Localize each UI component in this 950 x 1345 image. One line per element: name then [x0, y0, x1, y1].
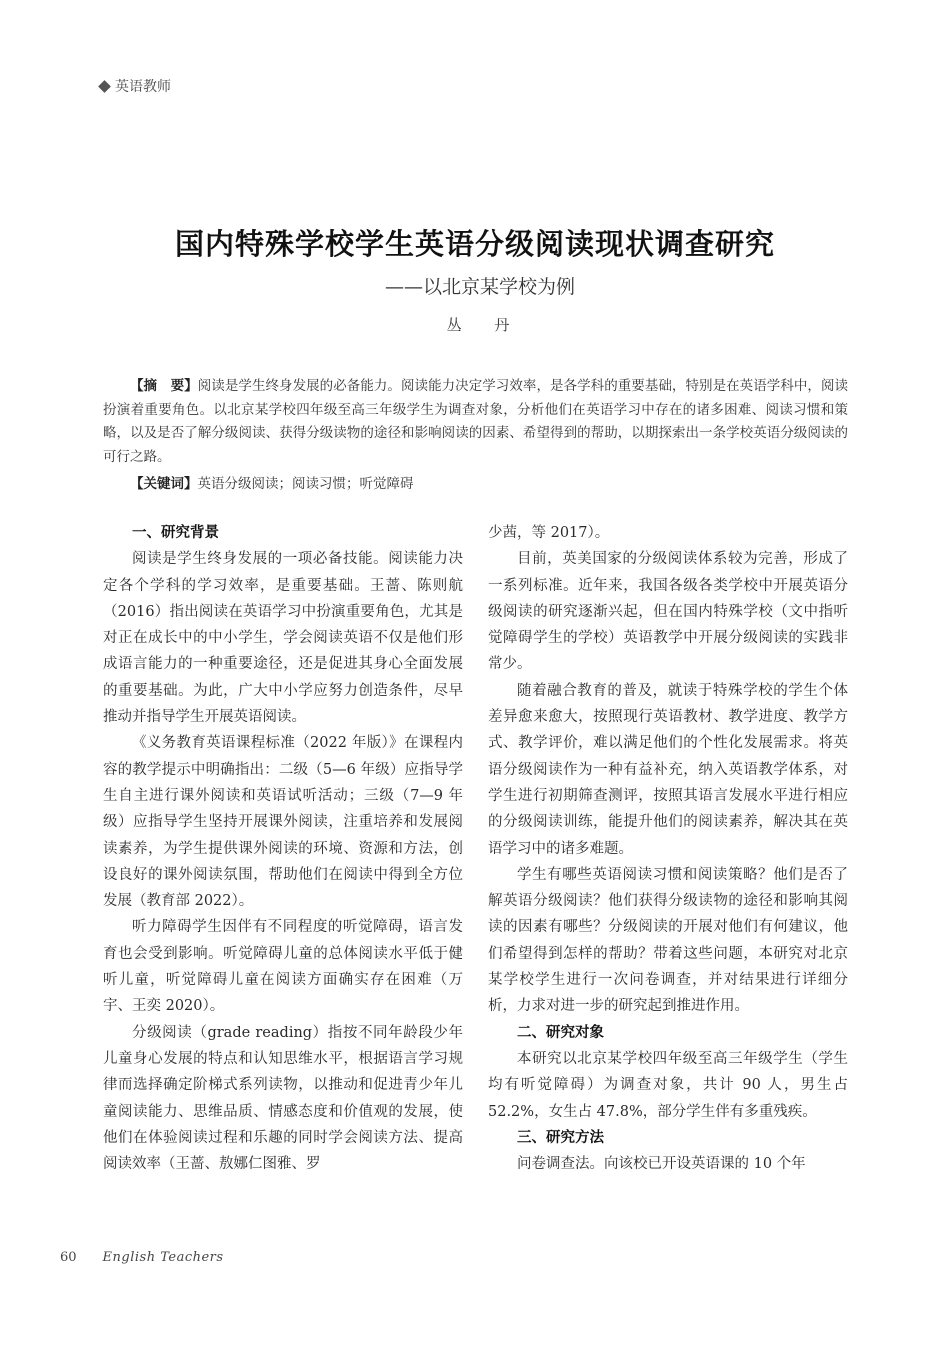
section-heading-methods: 三、研究方法 — [517, 1129, 604, 1146]
paragraph: 学生有哪些英语阅读习惯和阅读策略？他们是否了解英语分级阅读？他们获得分级读物的途径和影响其阅读的因素有哪些？分级阅读的开展对他们有何建议，他们希望得到怎样的帮助？带着这些问题，本研究对北京某学校学生进行一次问卷调查，并对结果进行详细分析，力求对进一步的研究起到推进作用。 — [488, 866, 848, 1015]
diamond-icon — [98, 80, 111, 93]
section-heading-subjects: 二、研究对象 — [517, 1024, 604, 1041]
article-subtitle: ——以北京某学校为例 — [384, 276, 575, 298]
page-footer — [60, 1250, 224, 1265]
abstract-label: 【摘 要】 — [130, 378, 198, 394]
paragraph: 目前，英美国家的分级阅读体系较为完善，形成了一系列标准。近年来，我国各级各类学校中开展英语分级阅读的研究逐渐兴起，但在国内特殊学校（文中指听觉障碍学生的学校）英语教学中开展分级阅读的实践非常少。 — [488, 551, 848, 673]
paragraph-continued: 少茜，等 2017）。 — [488, 525, 610, 541]
abstract — [103, 375, 848, 469]
author: 丛 丹 — [446, 316, 524, 334]
paragraph: 问卷调查法。向该校已开设英语课的 10 个年 — [517, 1156, 806, 1173]
paragraph: 随着融合教育的普及，就读于特殊学校的学生个体差异愈来愈大，按照现行英语教材、教学进度、教学方式、教学评价，难以满足他们的个性化发展需求。将英语分级阅读作为一种有益补充，纳入英语教学体系，对学生进行初期筛查测评，按照其语言发展水平进行相应的分级阅读训练，能提升他们的阅读素养，解决其在英语学习中的诸多难题。 — [488, 682, 848, 857]
left-column — [103, 520, 463, 1177]
paragraph: 阅读是学生终身发展的一项必备技能。阅读能力决定各个学科的学习效率，是重要基础。王蔷、陈则航（2016）指出阅读在英语学习中扮演重要角色，尤其是对正在成长中的中小学生，学会阅读英语不仅是他们形成语言能力的一种重要途径，还是促进其身心全面发展的重要基础。为此，广大中小学应努力创造条件，尽早推动并指导学生开展英语阅读。 — [103, 551, 463, 726]
section-heading-background: 一、研究背景 — [132, 525, 219, 541]
paragraph: 本研究以北京某学校四年级至高三年级学生（学生均有听觉障碍）为调查对象，共计 90 人，男生占 52.2%，女生占 47.8%，部分学生伴有多重残疾。 — [488, 1050, 848, 1120]
section-header — [100, 76, 171, 96]
paragraph: 分级阅读（grade reading）指按不同年龄段少年儿童身心发展的特点和认知思维水平，根据语言学习规律而选择确定阶梯式系列读物，以推动和促进青少年儿童阅读能力、思维品质、情感态度和价值观的发展，使他们在体验阅读过程和乐趣的同时学会阅读方法、提高阅读效率（王蔷、敖娜仁图雅、罗 — [103, 1024, 463, 1173]
article-title: 国内特殊学校学生英语分级阅读现状调查研究 — [174, 227, 775, 261]
keywords — [103, 473, 848, 497]
paragraph: 听力障碍学生因伴有不同程度的听觉障碍，语言发育也会受到影响。听觉障碍儿童的总体阅读水平低于健听儿童，听觉障碍儿童在阅读方面确实存在困难（万宇、王奕 2020）。 — [103, 919, 463, 1015]
page-number: 60 — [60, 1250, 77, 1265]
keywords-text: 英语分级阅读；阅读习惯；听觉障碍 — [197, 476, 414, 492]
abstract-block — [103, 375, 848, 497]
paragraph: 《义务教育英语课程标准（2022 年版）》在课程内容的教学提示中明确指出：二级（5—6 年级）应指导学生自主进行课外阅读和英语试听活动；三级（7—9 年级）应指导学生坚持开展课外阅读，注重培养和发展阅读素养，为学生提供课外阅读的环境、资源和方法，创设良好的课外阅读氛围，帮助他们在阅读中得到全方位发展（教育部 2022）。 — [103, 735, 463, 910]
abstract-text: 阅读是学生终身发展的必备能力。阅读能力决定学习效率，是各学科的重要基础，特别是在英语学科中，阅读扮演着重要角色。以北京某学校四年级至高三年级学生为调查对象，分析他们在英语学习中存在的诸多困难、阅读习惯和策略，以及是否了解分级阅读、获得分级读物的途径和影响阅读的因素、希望得到的帮助，以期探索出一条学校英语分级阅读的可行之路。 — [103, 378, 849, 465]
journal-name: English Teachers — [102, 1250, 224, 1265]
section-label: 英语教师 — [115, 79, 171, 95]
keywords-label: 【关键词】 — [130, 476, 198, 492]
right-column — [488, 520, 848, 1177]
